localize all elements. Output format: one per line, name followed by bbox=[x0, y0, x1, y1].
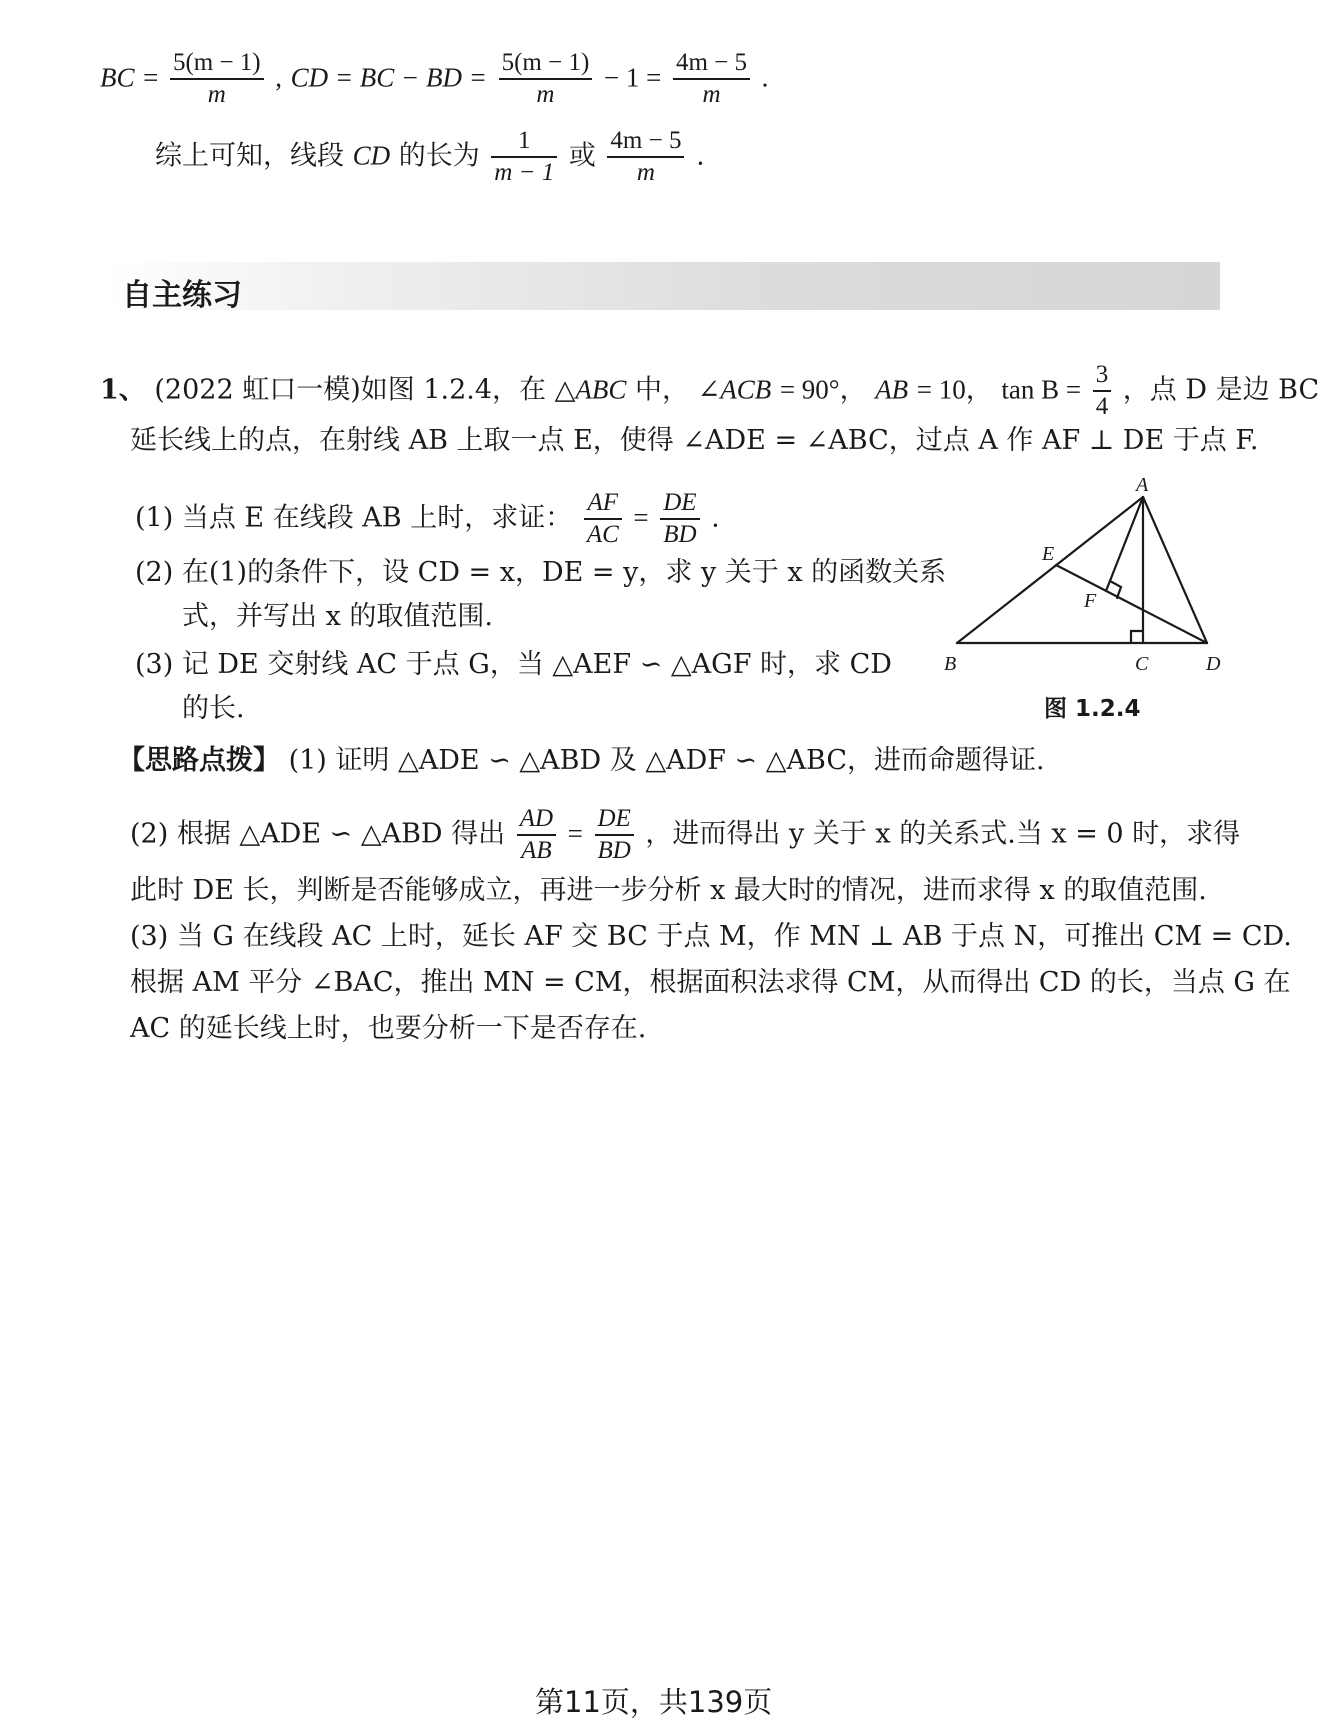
point-label-e: E bbox=[1042, 543, 1055, 565]
point-label-b: B bbox=[944, 653, 957, 675]
fraction: $\frac{5(m - 1)}{m}$ bbox=[499, 48, 593, 110]
fraction: $\frac{5(m - 1)}{m}$ bbox=[170, 48, 264, 110]
part-1: (1) 当点 E 在线段 AB 上时，求证： $\frac{AF}{AC}$ = $\frac{DE}{BD}$ . bbox=[135, 489, 720, 548]
fraction: $\frac{4m - 5}{m}$ bbox=[673, 48, 750, 110]
conclusion-line: 综上可知，线段 CD 的长为 $\frac{1}{m - 1}$ 或 $\frac{4m - 5}{m}$ . bbox=[155, 127, 705, 186]
hint-line-3: 此时 DE 长，判断是否能够成立，再进一步分析 x 最大时的情况，进而求得 x 的取值范围. bbox=[130, 875, 1207, 906]
triangle-figure bbox=[930, 474, 1250, 720]
point-label-a: A bbox=[1136, 474, 1149, 496]
hint-line-5: 根据 AM 平分 ∠BAC，推出 MN = CM，根据面积法求得 CM，从而得出 CD 的长，当点 G 在 bbox=[130, 967, 1291, 998]
point-label-f: F bbox=[1084, 590, 1097, 612]
fraction: $\frac{DE}{BD}$ bbox=[595, 804, 634, 866]
hint-line-1: 【思路点拨】 (1) 证明 △ADE ∽ △ABD 及 △ADF ∽ △ABC，进而命题得证. bbox=[118, 745, 1045, 776]
cd-expression: CD = BC − BD = bbox=[290, 62, 487, 93]
fraction: $\frac{AD}{AB}$ bbox=[517, 804, 556, 866]
fraction: $\frac{DE}{BD}$ bbox=[660, 488, 699, 550]
part-2-line-1: (2) 在(1)的条件下，设 CD = x，DE = y，求 y 关于 x 的函数关系 bbox=[135, 557, 947, 588]
problem-line-2: 延长线上的点，在射线 AB 上取一点 E，使得 ∠ADE = ∠ABC，过点 A 作 AF ⊥ DE 于点 F. bbox=[130, 425, 1259, 456]
fraction: $\frac{3}{4}$ bbox=[1093, 360, 1112, 422]
figure-caption: 图 1.2.4 bbox=[1044, 696, 1141, 722]
hint-tag: 【思路点拨】 bbox=[118, 745, 280, 776]
fraction: $\frac{1}{m - 1}$ bbox=[491, 126, 557, 188]
point-label-d: D bbox=[1206, 653, 1221, 675]
section-title: 自主练习 bbox=[122, 278, 242, 313]
segment-ad bbox=[1143, 497, 1207, 643]
derivation-line: BC = $\frac{5(m - 1)}{m}$ , CD = BC − BD = $\frac{5(m - 1)}{m}$ − 1 = $\frac{4m - 5}{m}$ . bbox=[100, 49, 769, 108]
hint-line-2: (2) 根据 △ADE ∽ △ABD 得出 $\frac{AD}{AB}$ = $\frac{DE}{BD}$ ，进而得出 y 关于 x 的关系式.当 x = 0 时，求得 bbox=[130, 805, 1241, 864]
part-3-line-2: 的长. bbox=[182, 693, 245, 724]
bc-label: BC bbox=[100, 62, 135, 93]
page-footer: 第11页，共139页 bbox=[535, 1685, 773, 1719]
hint-line-4: (3) 当 G 在线段 AC 上时，延长 AF 交 BC 于点 M，作 MN ⊥ AB 于点 N，可推出 CM = CD. bbox=[130, 921, 1292, 952]
right-angle-mark-c bbox=[1131, 631, 1143, 643]
hint-line-6: AC 的延长线上时，也要分析一下是否存在. bbox=[130, 1013, 647, 1044]
fraction: $\frac{AF}{AC}$ bbox=[584, 488, 622, 550]
point-label-c: C bbox=[1135, 653, 1149, 675]
fraction: $\frac{4m - 5}{m}$ bbox=[607, 126, 684, 188]
part-3-line-1: (3) 记 DE 交射线 AC 于点 G，当 △AEF ∽ △AGF 时，求 CD bbox=[135, 649, 892, 680]
problem-number: 1、 bbox=[100, 374, 146, 406]
part-2-line-2: 式，并写出 x 的取值范围. bbox=[182, 601, 493, 632]
problem-line-1: 1、 (2022 虹口一模)如图 1.2.4，在 △ABC 中， ∠ACB = 90°， AB = 10， tan B = $\frac{3}{4}$ ，点 D 是边 BC bbox=[100, 361, 1319, 420]
section-banner bbox=[110, 262, 1220, 310]
